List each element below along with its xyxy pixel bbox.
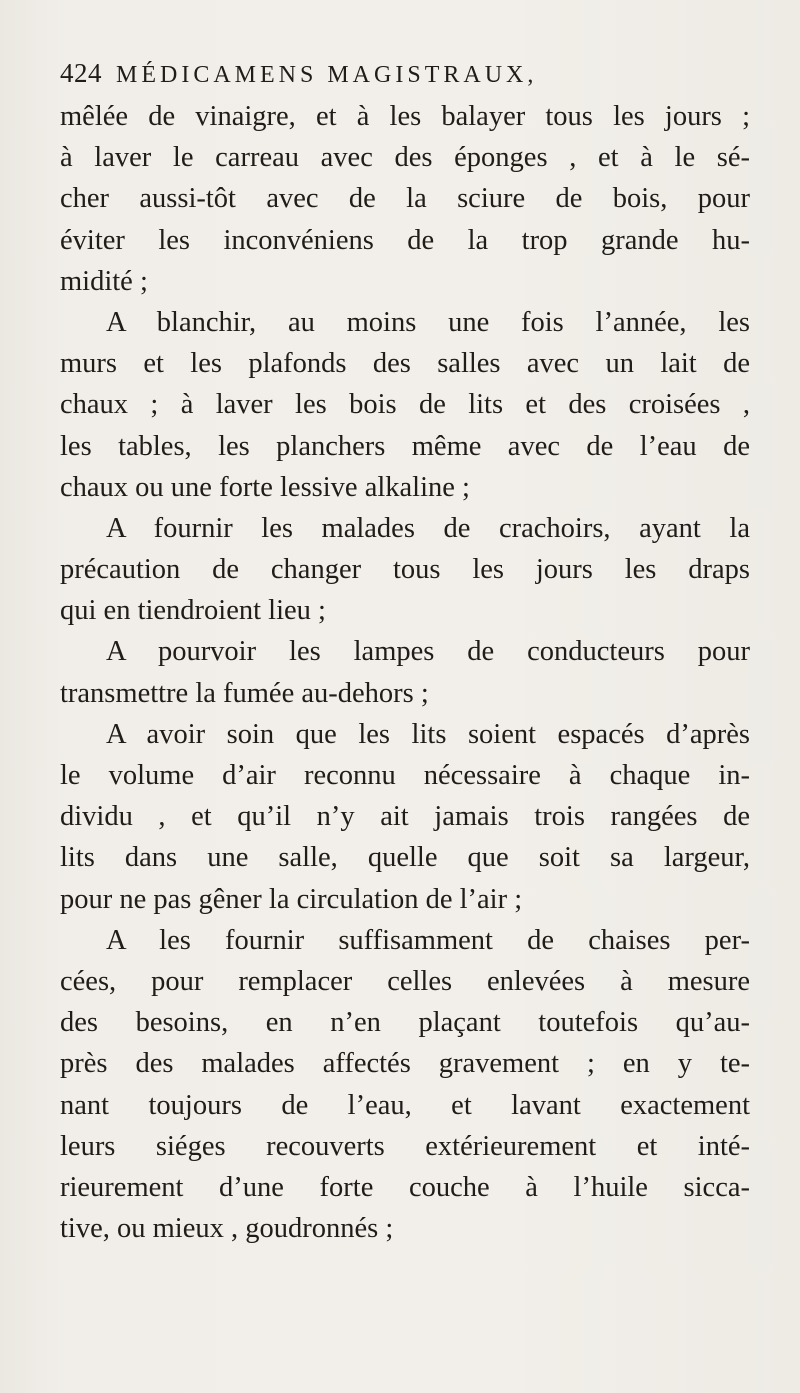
text-line: des besoins, en n’en plaçant toutefois qu’au-	[60, 1007, 750, 1039]
text-line: tive, ou mieux , goudronnés ;	[60, 1213, 394, 1245]
text-line: leurs siéges recouverts extérieurement et inté-	[60, 1130, 750, 1162]
text-line: rieurement d’une forte couche à l’huile sicca-	[60, 1171, 750, 1203]
text-line: précaution de changer tous les jours les draps	[60, 554, 750, 586]
text-line: le volume d’air reconnu nécessaire à chaque in-	[60, 760, 750, 791]
text-line: dividu , et qu’il n’y ait jamais trois rangées de	[60, 801, 750, 833]
text-line: chaux ; à laver les bois de lits et des croisées ,	[60, 389, 750, 421]
text-line: A les fournir suffisamment de chaises per-	[106, 924, 750, 956]
text-line: nant toujours de l’eau, et lavant exactement	[60, 1089, 750, 1121]
text-line: à laver le carreau avec des éponges , et à le sé-	[60, 142, 750, 174]
text-line: A fournir les malades de crachoirs, ayant la	[106, 512, 750, 544]
text-line: A blanchir, au moins une fois l’année, les	[106, 306, 750, 338]
text-line: cées, pour remplacer celles enlevées à mesure	[60, 965, 750, 997]
text-line: mêlée de vinaigre, et à les balayer tous les jours ;	[60, 101, 750, 132]
text-line: A avoir soin que les lits soient espacés d’après	[106, 718, 750, 750]
text-line: éviter les inconvéniens de la trop grande hu-	[60, 224, 750, 256]
text-line: pour ne pas gêner la circulation de l’air ;	[60, 883, 523, 915]
text-line: qui en tiendroient lieu ;	[60, 595, 326, 627]
running-head: MÉDICAMENS MAGISTRAUX,	[116, 62, 538, 88]
body-text	[60, 96, 750, 1249]
text-line: les tables, les planchers même avec de l’eau de	[60, 430, 750, 462]
text-line: près des malades affectés gravement ; en y te-	[60, 1048, 750, 1080]
text-line: transmettre la fumée au-dehors ;	[60, 677, 429, 709]
text-line: murs et les plafonds des salles avec un lait de	[60, 348, 750, 380]
text-line: A pourvoir les lampes de conducteurs pour	[106, 636, 750, 668]
text-line: chaux ou une forte lessive alkaline ;	[60, 471, 470, 503]
text-line: cher aussi-tôt avec de la sciure de bois, pour	[60, 183, 750, 215]
page-number: 424	[60, 58, 102, 88]
page-header	[60, 58, 760, 98]
text-line: lits dans une salle, quelle que soit sa largeur,	[60, 842, 750, 874]
text-line: midité ;	[60, 265, 148, 297]
